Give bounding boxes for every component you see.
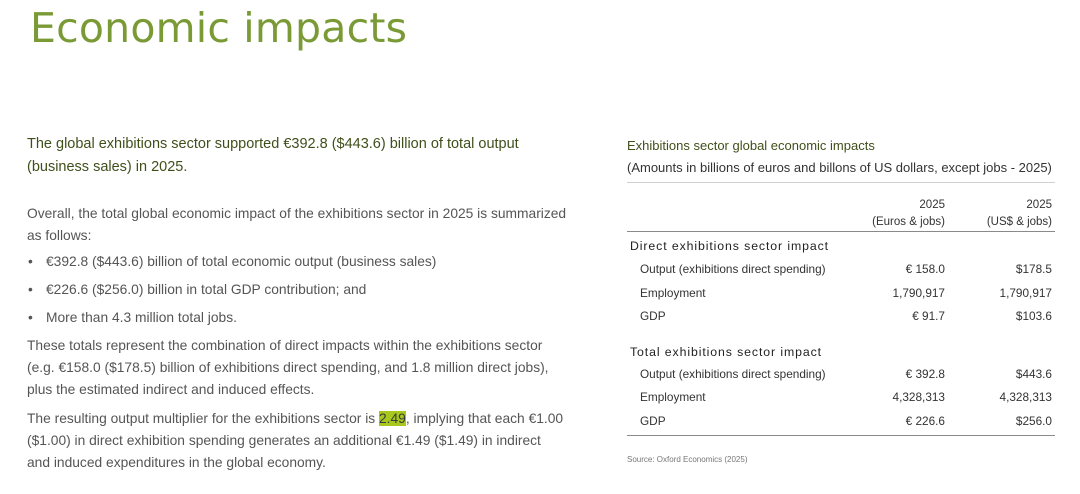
- row-value-usd: 4,328,313: [999, 390, 1052, 404]
- row-value-eur: 4,328,313: [892, 390, 945, 404]
- bullet-text: €392.8 ($443.6) billion of total economic output (business sales): [46, 254, 437, 269]
- row-label: GDP: [640, 413, 666, 428]
- table-row: [627, 258, 1055, 282]
- bullet-dot-icon: •: [28, 254, 33, 269]
- col-header-unit: (Euros & jobs): [872, 216, 945, 228]
- table-header-rule: [627, 231, 1055, 232]
- bullet-item: [27, 307, 567, 329]
- table-row: [627, 410, 1055, 434]
- row-value-usd: $256.0: [1015, 413, 1052, 428]
- table-top-rule: [627, 182, 1055, 183]
- row-label: Employment: [640, 285, 706, 300]
- section-heading-direct: Direct exhibitions sector impact: [630, 239, 829, 253]
- col-header-usd: [987, 197, 1052, 231]
- row-value-eur: € 226.6: [905, 413, 945, 428]
- intro-paragraph: Overall, the total global economic impact of the exhibitions sector in 2025 is summarized as follows:: [27, 206, 567, 243]
- multiplier-highlight: 2.49: [379, 411, 406, 426]
- col-header-unit: (US$ & jobs): [986, 216, 1052, 228]
- multiplier-text-before: The resulting output multiplier for the exhibitions sector is: [27, 411, 379, 426]
- page-title: Economic impacts: [30, 4, 408, 52]
- row-label: Output (exhibitions direct spending): [640, 262, 826, 276]
- col-header-year: 2025: [1026, 199, 1052, 211]
- row-label: Employment: [640, 390, 706, 404]
- bullet-dot-icon: •: [28, 310, 33, 325]
- summary-text: [27, 133, 567, 474]
- multiplier-text-after: , implying that each €1.00 ($1.00) in direct exhibition spending generates an additional €1.49 ($1.49) in indirect and induced expenditures in the global economy.: [27, 411, 564, 470]
- direct-rows: [627, 258, 1055, 329]
- row-value-eur: € 91.7: [912, 309, 945, 323]
- row-value-usd: $443.6: [1015, 366, 1052, 381]
- bullet-text: More than 4.3 million total jobs.: [46, 310, 237, 325]
- totals-paragraph: These totals represent the combination of direct impacts within the exhibitions sector (e.g. €158.0 ($178.5) billion of exhibitions direct spending, and 1.8 million direct jobs), plus the estimated indirect and induced effects.: [27, 338, 549, 397]
- table-row: [627, 282, 1055, 306]
- row-label: Output (exhibitions direct spending): [640, 366, 826, 381]
- row-value-eur: € 158.0: [905, 262, 945, 276]
- multiplier-paragraph: [27, 408, 567, 474]
- bullet-dot-icon: •: [28, 282, 33, 297]
- col-header-euros: [872, 197, 945, 231]
- bullet-item: [27, 279, 567, 301]
- headline: The global exhibitions sector supported €392.8 ($443.6) billion of total output (business sales) in 2025.: [27, 136, 519, 175]
- table-header: [627, 197, 1055, 231]
- row-value-usd: $178.5: [1015, 262, 1052, 276]
- summary-bullet-list: [27, 251, 567, 329]
- row-value-usd: $103.6: [1015, 309, 1052, 323]
- col-header-year: 2025: [919, 199, 945, 211]
- table-row: [627, 305, 1055, 329]
- row-value-eur: € 392.8: [905, 366, 945, 381]
- total-rows: [627, 363, 1055, 434]
- table-bottom-rule: [627, 435, 1055, 436]
- row-value-eur: 1,790,917: [892, 285, 945, 300]
- section-heading-total: Total exhibitions sector impact: [630, 344, 822, 359]
- bullet-text: €226.6 ($256.0) billion in total GDP contribution; and: [46, 282, 367, 297]
- row-label: GDP: [640, 309, 666, 323]
- table-subtitle: (Amounts in billions of euros and billons of US dollars, except jobs - 2025): [627, 160, 1052, 175]
- table-title: Exhibitions sector global economic impacts: [627, 138, 875, 153]
- table-row: [627, 363, 1055, 387]
- source-note: Source: Oxford Economics (2025): [627, 455, 748, 464]
- bullet-item: [27, 251, 567, 273]
- table-row: [627, 386, 1055, 410]
- row-value-usd: 1,790,917: [999, 285, 1052, 300]
- impact-table: [627, 136, 1055, 464]
